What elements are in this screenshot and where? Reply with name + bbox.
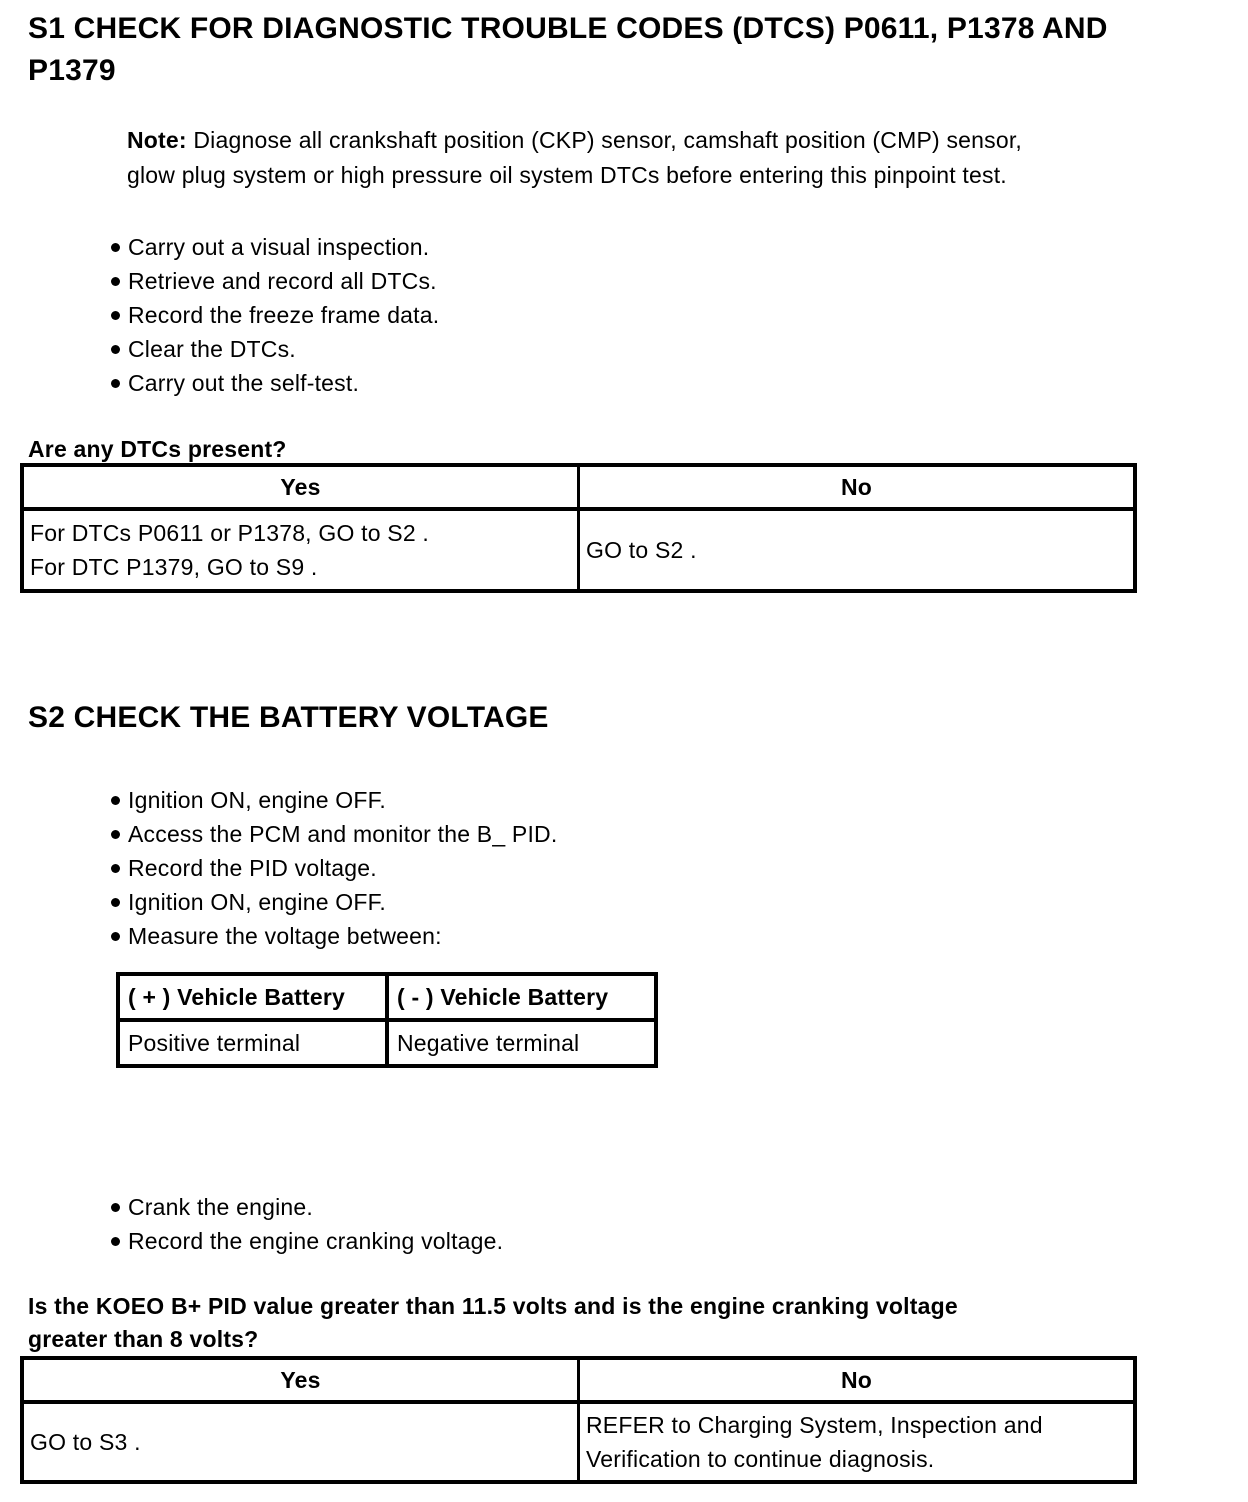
bullet-icon	[111, 898, 120, 907]
cell-text-line: REFER to Charging System, Inspection and	[586, 1412, 1043, 1438]
s1-result-table	[20, 463, 1137, 593]
step-text: Ignition ON, engine OFF.	[128, 888, 386, 915]
bullet-icon	[111, 277, 120, 286]
bullet-icon	[111, 932, 120, 941]
column-header-yes: Yes	[22, 465, 579, 509]
positive-terminal-cell: Positive terminal	[118, 1020, 387, 1066]
cell-text-line: GO to S2 .	[586, 537, 697, 563]
bullet-icon	[111, 345, 120, 354]
list-item	[111, 1190, 1248, 1224]
s2-question	[28, 1290, 1248, 1356]
bullet-icon	[111, 1203, 120, 1212]
positive-battery-header: ( + ) Vehicle Battery	[118, 974, 387, 1020]
s2-question-line-1: Is the KOEO B+ PID value greater than 11.5 volts and is the engine cranking voltage	[28, 1293, 958, 1319]
list-item	[111, 366, 1248, 400]
battery-measure-table	[116, 972, 658, 1068]
s1-no-cell	[579, 509, 1136, 591]
note-paragraph	[127, 123, 1208, 193]
s2-yes-cell	[22, 1402, 579, 1482]
bullet-icon	[111, 379, 120, 388]
step-text: Measure the voltage between:	[128, 922, 442, 949]
s2-step-list-2	[111, 1190, 1248, 1258]
s2-heading: S2 CHECK THE BATTERY VOLTAGE	[28, 701, 549, 734]
cell-text-line: GO to S3 .	[30, 1429, 141, 1455]
list-item	[111, 298, 1248, 332]
bullet-icon	[111, 311, 120, 320]
table-header-row	[22, 465, 1135, 509]
note-text-line-1: Diagnose all crankshaft position (CKP) sensor, camshaft position (CMP) sensor,	[193, 127, 1022, 153]
s2-no-cell	[579, 1402, 1136, 1482]
table-row	[22, 509, 1135, 591]
column-header-no: No	[579, 1358, 1136, 1402]
column-header-yes: Yes	[22, 1358, 579, 1402]
step-text: Ignition ON, engine OFF.	[128, 786, 386, 813]
s2-question-line-2: greater than 8 volts?	[28, 1326, 259, 1352]
bullet-icon	[111, 830, 120, 839]
s2-step-list	[111, 783, 1248, 953]
s1-yes-cell	[22, 509, 579, 591]
table-header-row	[22, 1358, 1135, 1402]
note-label: Note:	[127, 127, 187, 153]
s1-heading-line-1: S1 CHECK FOR DIAGNOSTIC TROUBLE CODES (DTCS) P0611, P1378 AND	[28, 12, 1108, 45]
s2-result-table	[20, 1356, 1137, 1484]
list-item	[111, 851, 1248, 885]
list-item	[111, 783, 1248, 817]
negative-terminal-cell: Negative terminal	[387, 1020, 656, 1066]
column-header-no: No	[579, 465, 1136, 509]
step-text: Access the PCM and monitor the B_ PID.	[128, 820, 558, 847]
list-item	[111, 817, 1248, 851]
s1-step-list	[111, 230, 1248, 400]
table-row	[118, 1020, 656, 1066]
table-row	[22, 1402, 1135, 1482]
step-text: Carry out a visual inspection.	[128, 233, 430, 260]
list-item	[111, 1224, 1248, 1258]
s1-heading-line-2: P1379	[28, 54, 116, 87]
step-text: Retrieve and record all DTCs.	[128, 267, 437, 294]
list-item	[111, 919, 1248, 953]
cell-text-line: For DTCs P0611 or P1378, GO to S2 .	[30, 520, 430, 546]
step-text: Record the freeze frame data.	[128, 301, 440, 328]
bullet-icon	[111, 796, 120, 805]
document-page	[0, 8, 1248, 1502]
step-text: Carry out the self-test.	[128, 369, 360, 396]
step-text: Crank the engine.	[128, 1193, 313, 1220]
bullet-icon	[111, 1237, 120, 1246]
list-item	[111, 230, 1248, 264]
bullet-icon	[111, 243, 120, 252]
list-item	[111, 885, 1248, 919]
s1-question: Are any DTCs present?	[28, 436, 287, 462]
table-header-row	[118, 974, 656, 1020]
cell-text-line: Verification to continue diagnosis.	[586, 1446, 935, 1472]
list-item	[111, 264, 1248, 298]
step-text: Record the PID voltage.	[128, 854, 377, 881]
step-text: Record the engine cranking voltage.	[128, 1227, 504, 1254]
step-text: Clear the DTCs.	[128, 335, 296, 362]
note-text-line-2: glow plug system or high pressure oil system DTCs before entering this pinpoint test.	[127, 162, 1007, 188]
bullet-icon	[111, 864, 120, 873]
list-item	[111, 332, 1248, 366]
s1-heading	[28, 8, 1228, 92]
cell-text-line: For DTC P1379, GO to S9 .	[30, 554, 318, 580]
negative-battery-header: ( - ) Vehicle Battery	[387, 974, 656, 1020]
